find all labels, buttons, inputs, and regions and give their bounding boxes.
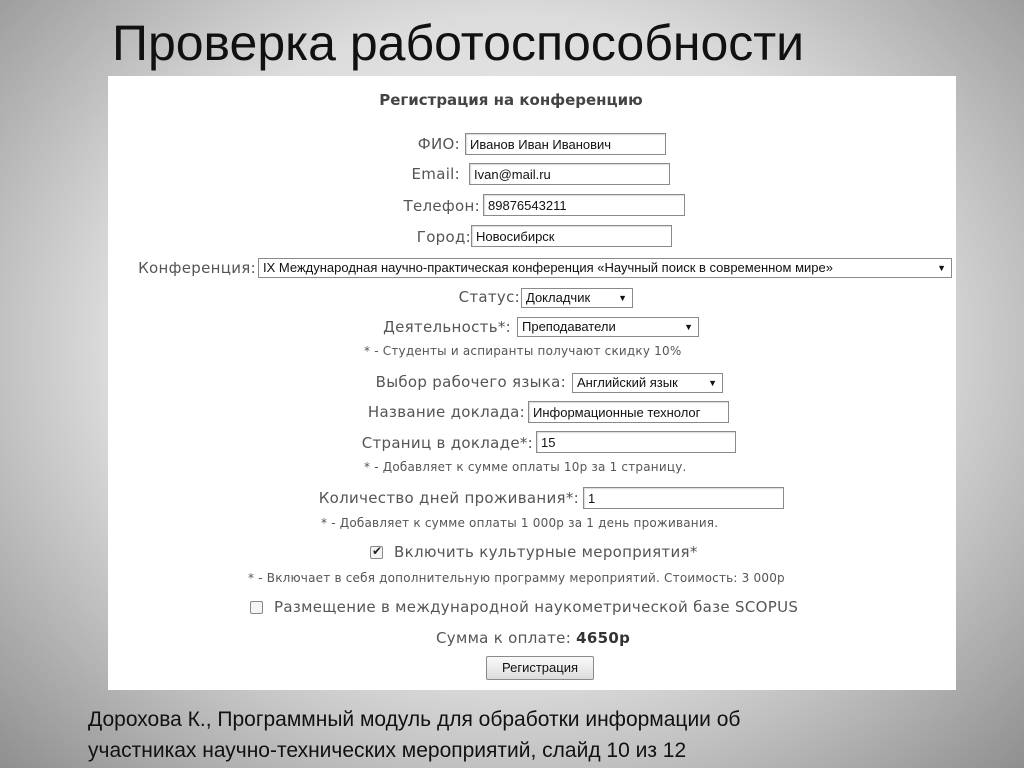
registration-form-screenshot: [108, 76, 956, 690]
caption-line-1: Дорохова К., Программный модуль для обработки информации об: [88, 708, 741, 731]
total-value: 4650р: [576, 629, 631, 647]
chevron-down-icon: ▼: [684, 322, 693, 332]
chevron-down-icon: ▼: [708, 378, 717, 388]
status-selected: Докладчик: [526, 290, 591, 305]
form-title: Регистрация на конференцию: [379, 91, 643, 109]
chevron-down-icon: ▼: [618, 293, 627, 303]
days-note: * - Добавляет к сумме оплаты 1 000р за 1 день проживания.: [321, 516, 719, 530]
city-label: Город:: [416, 228, 471, 246]
language-label: Выбор рабочего языка:: [375, 373, 566, 391]
total-row: [436, 629, 630, 647]
email-input[interactable]: Ivan@mail.ru: [469, 163, 670, 185]
report-title-input[interactable]: Информационные технолог: [528, 401, 729, 423]
city-input[interactable]: Новосибирск: [471, 225, 672, 247]
cultural-checkbox[interactable]: [370, 546, 383, 559]
slide-title: Проверка работоспособности: [112, 15, 805, 71]
activity-note: * - Студенты и аспиранты получают скидку 10%: [364, 344, 682, 358]
fio-label: ФИО:: [417, 135, 460, 153]
chevron-down-icon: ▼: [937, 263, 946, 273]
cultural-label: Включить культурные мероприятия*: [394, 543, 698, 561]
cultural-note: * - Включает в себя дополнительную программу мероприятий. Стоимость: 3 000р: [248, 571, 785, 585]
phone-input[interactable]: 89876543211: [483, 194, 685, 216]
conference-label: Конференция:: [138, 259, 256, 277]
conference-select[interactable]: [258, 258, 952, 278]
phone-label: Телефон:: [403, 197, 480, 215]
status-select[interactable]: [521, 288, 633, 308]
days-label: Количество дней проживания*:: [318, 489, 579, 507]
status-label: Статус:: [458, 288, 520, 306]
scopus-checkbox[interactable]: [250, 601, 263, 614]
report-title-label: Название доклада:: [367, 403, 525, 421]
slide-caption: [88, 704, 948, 766]
total-label: Сумма к оплате:: [436, 629, 572, 647]
activity-label: Деятельность*:: [383, 318, 511, 336]
language-select[interactable]: [572, 373, 723, 393]
conference-selected: IX Международная научно-практическая конференция «Научный поиск в современном мире»: [263, 260, 833, 275]
email-label: Email:: [411, 165, 460, 183]
pages-input[interactable]: 15: [536, 431, 736, 453]
caption-line-2: участниках научно-технических мероприятий, слайд 10 из 12: [88, 739, 687, 762]
activity-selected: Преподаватели: [522, 319, 616, 334]
pages-label: Страниц в докладе*:: [361, 434, 533, 452]
fio-input[interactable]: Иванов Иван Иванович: [465, 133, 666, 155]
days-input[interactable]: 1: [583, 487, 784, 509]
pages-note: * - Добавляет к сумме оплаты 10р за 1 страницу.: [364, 460, 687, 474]
language-selected: Английский язык: [577, 375, 678, 390]
activity-select[interactable]: [517, 317, 699, 337]
scopus-label: Размещение в международной наукометрической базе SCOPUS: [274, 598, 799, 616]
register-button[interactable]: Регистрация: [486, 656, 594, 680]
